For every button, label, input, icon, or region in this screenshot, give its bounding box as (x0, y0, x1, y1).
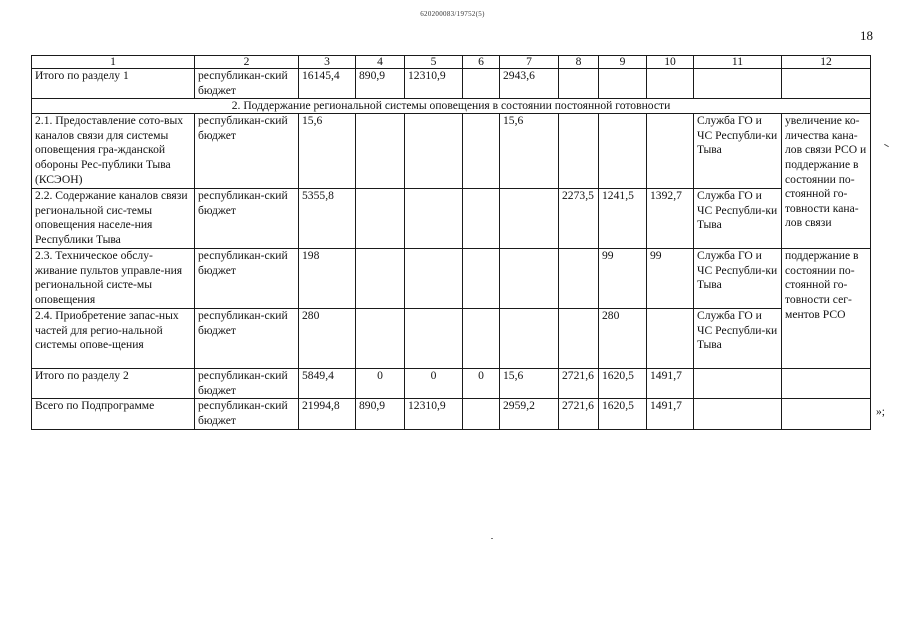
cell-year (647, 69, 694, 99)
cell-year: 890,9 (356, 69, 405, 99)
cell-year: 99 (599, 249, 647, 309)
row-label: Итого по разделу 1 (32, 69, 195, 99)
cell-year (405, 114, 463, 189)
col-header: 2 (195, 56, 299, 69)
col-header: 5 (405, 56, 463, 69)
row-label: 2.2. Содержание каналов связи региональной сис-темы оповещения населе-ния Республики Тыва (32, 189, 195, 249)
cell-year (356, 189, 405, 249)
program-table (31, 55, 871, 430)
row-label: 2.4. Приобретение запас-ных частей для регио-нальной системы опове-щения (32, 309, 195, 369)
cell-executor: Служба ГО и ЧС Республи-ки Тыва (694, 249, 782, 309)
cell-year: 2721,6 (559, 369, 599, 399)
closing-quote-mark: »; (876, 405, 886, 418)
col-header: 9 (599, 56, 647, 69)
cell-result (782, 69, 871, 99)
cell-year (559, 309, 599, 369)
col-header: 10 (647, 56, 694, 69)
cell-year (559, 249, 599, 309)
col-header: 8 (559, 56, 599, 69)
col-header: 11 (694, 56, 782, 69)
cell-year: 15,6 (500, 114, 559, 189)
document-id: 620200083/19752(5) (420, 10, 485, 18)
col-header: 3 (299, 56, 356, 69)
cell-year: 99 (647, 249, 694, 309)
cell-year: 0 (356, 369, 405, 399)
row-label: 2.3. Техническое обслу-живание пультов управле-ния региональной систе-мы оповещения (32, 249, 195, 309)
row-label: Всего по Подпрограмме (32, 399, 195, 429)
cell-year: 15,6 (500, 369, 559, 399)
cell-year (463, 114, 500, 189)
cell-year: 2721,6 (559, 399, 599, 429)
cell-executor: Служба ГО и ЧС Республи-ки Тыва (694, 309, 782, 369)
cell-year (405, 249, 463, 309)
table-row-grand-total (32, 399, 871, 429)
cell-total: 5355,8 (299, 189, 356, 249)
cell-total: 21994,8 (299, 399, 356, 429)
budget-source: республикан-ский бюджет (195, 399, 299, 429)
cell-year (559, 114, 599, 189)
cell-year (463, 399, 500, 429)
cell-year: 1491,7 (647, 369, 694, 399)
column-number-row (32, 56, 871, 69)
table-row-section2-total (32, 369, 871, 399)
cell-executor: Служба ГО и ЧС Республи-ки Тыва (694, 114, 782, 189)
cell-year (356, 249, 405, 309)
cell-year: 1491,7 (647, 399, 694, 429)
section-2-title: 2. Поддержание региональной системы оповещения в состоянии постоянной готовности (32, 99, 871, 114)
cell-year (599, 69, 647, 99)
col-header: 4 (356, 56, 405, 69)
cell-year (500, 309, 559, 369)
cell-year (500, 189, 559, 249)
cell-total: 16145,4 (299, 69, 356, 99)
cell-year: 1620,5 (599, 399, 647, 429)
row-label: Итого по разделу 2 (32, 369, 195, 399)
cell-executor (694, 399, 782, 429)
cell-total: 198 (299, 249, 356, 309)
budget-source: республикан-ский бюджет (195, 189, 299, 249)
cell-year (405, 189, 463, 249)
cell-year (463, 249, 500, 309)
cell-year (405, 309, 463, 369)
cell-year (559, 69, 599, 99)
scan-mark (884, 144, 889, 147)
cell-year: 12310,9 (405, 69, 463, 99)
col-header: 7 (500, 56, 559, 69)
cell-year: 2273,5 (559, 189, 599, 249)
cell-result (782, 369, 871, 399)
cell-year (500, 249, 559, 309)
cell-year (463, 69, 500, 99)
scan-dot (491, 538, 493, 539)
budget-source: республикан-ский бюджет (195, 309, 299, 369)
cell-year: 12310,9 (405, 399, 463, 429)
cell-year (356, 309, 405, 369)
row-label: 2.1. Предоставление сото-вых каналов связи для системы оповещения гра-жданской обороны Рес-публики Тыва (КСЭОН) (32, 114, 195, 189)
cell-year: 1241,5 (599, 189, 647, 249)
cell-year (647, 114, 694, 189)
col-header: 12 (782, 56, 871, 69)
cell-year (647, 309, 694, 369)
cell-result: поддержание в состоянии по-стоянной го-товности сег-ментов РСО (782, 249, 871, 369)
table-row-2-2 (32, 189, 871, 249)
cell-year: 280 (599, 309, 647, 369)
cell-year: 2959,2 (500, 399, 559, 429)
cell-year (463, 189, 500, 249)
budget-source: республикан-ский бюджет (195, 114, 299, 189)
table-row-section1-total (32, 69, 871, 99)
cell-year: 1620,5 (599, 369, 647, 399)
cell-executor (694, 369, 782, 399)
budget-source: республикан-ский бюджет (195, 69, 299, 99)
cell-year: 890,9 (356, 399, 405, 429)
cell-year: 1392,7 (647, 189, 694, 249)
cell-year: 2943,6 (500, 69, 559, 99)
cell-year: 0 (405, 369, 463, 399)
cell-executor (694, 69, 782, 99)
budget-source: республикан-ский бюджет (195, 249, 299, 309)
table-row-2-3 (32, 249, 871, 309)
cell-total: 5849,4 (299, 369, 356, 399)
cell-executor: Служба ГО и ЧС Республи-ки Тыва (694, 189, 782, 249)
cell-result: увеличение ко-личества кана-лов связи РСО и поддержание в состоянии по-стоянной го-товности кана-лов связи (782, 114, 871, 249)
budget-source: республикан-ский бюджет (195, 369, 299, 399)
table-row-2-4 (32, 309, 871, 369)
cell-year (463, 309, 500, 369)
table-row-2-1 (32, 114, 871, 189)
cell-year (599, 114, 647, 189)
cell-total: 15,6 (299, 114, 356, 189)
cell-result (782, 399, 871, 429)
cell-year: 0 (463, 369, 500, 399)
col-header: 6 (463, 56, 500, 69)
cell-total: 280 (299, 309, 356, 369)
col-header: 1 (32, 56, 195, 69)
cell-year (356, 114, 405, 189)
section-2-heading-row (32, 99, 871, 114)
page-number: 18 (860, 28, 873, 43)
